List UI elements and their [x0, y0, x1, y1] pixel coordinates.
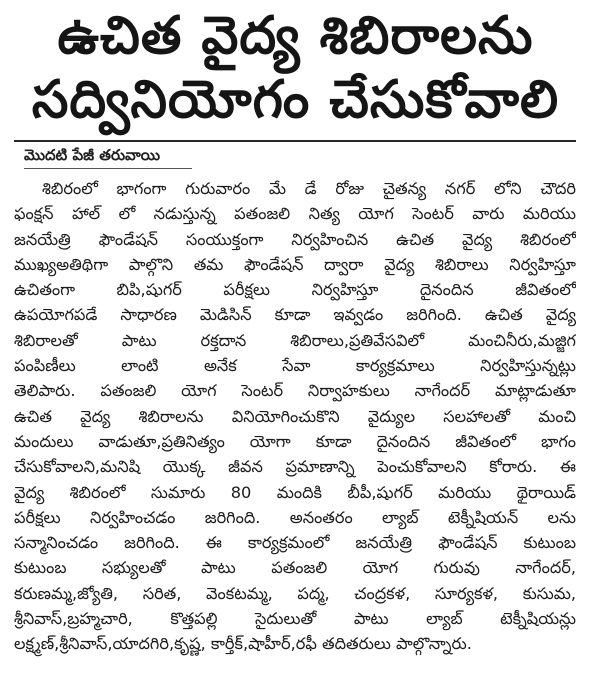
headline	[0, 4, 591, 132]
continuation-label: మొదటి పేజీ తరువాయి	[24, 146, 161, 164]
continuation-underline	[24, 168, 192, 169]
article-line: ముఖ్యఅతిథిగా పాల్గొని తమ ఫౌండేషన్ ద్వారా వైద్య శిబిరాలు నిర్వహిస్తూ	[14, 254, 576, 274]
article-line: జనయేత్రి ఫౌండేషన్ సంయుక్తంగా నిర్వహించిన ఉచిత వైద్య శిబిరంలో	[14, 229, 576, 249]
article-line: ఫంక్షన్ హాల్ లో నడుస్తున్న పతంజలి నిత్య యోగ సెంటర్ వారు మరియు	[14, 204, 576, 224]
article-line: చేసుకోవాలని,మనిషి యొక్క జీవన ప్రమాణాన్ని పెంచుకోవాలని కోరారు. ఈ	[14, 457, 576, 477]
article-line: శిబిరాలతో పాటు రక్తదాన శిబిరాలు,ప్రతివేసవిలో మంచినీరు,మజ్జిగ	[14, 330, 576, 350]
headline-line-2: సద్వినియోగం చేసుకోవాలి	[31, 70, 560, 130]
article-line: ఉచితంగా బిపి,షుగర్ పరీక్షలు నిర్వహిస్తూ దైనందిన జీవితంలో	[14, 280, 576, 300]
article-line: లక్ష్మణ్,శ్రీనివాస్,యాదగిరి,కృష్ణ, కార్తీక్,షాహీర్,రఫీ తదితరులు పాల్గొన్నారు.	[14, 634, 472, 654]
article-line: శిబిరంలో భాగంగా గురువారం మే డే రోజు చైతన్య నగర్ లోని చౌదరి	[42, 179, 576, 198]
article-line: పరీక్షలు నిర్వహించడం జరిగింది. అనంతరం ల్యాబ్ టెక్నీషియన్ లను	[14, 507, 576, 527]
article-line: తెలిపారు. పతంజలి యోగ సెంటర్ నిర్వాహకులు నాగేందర్ మాట్లాడుతూ	[14, 381, 576, 401]
article-line: సన్మానించడం జరిగింది. ఈ కార్యక్రమంలో జనయేత్రి ఫౌండేషన్ కుటుంబ	[14, 533, 576, 553]
headline-line-1: ఉచిత వైద్య శిబిరాలను	[57, 6, 534, 66]
article-line: కుటుంబ సభ్యులతో పాటు పతంజలి యోగ గురువు నాగేందర్,	[14, 558, 576, 578]
article-line: శ్రీనివాస్,బ్రహ్మచారి, కొత్తపల్లి సైదులుతో పాటు ల్యాబ్ టెక్నీషియన్లు	[14, 609, 576, 629]
article-line: కరుణమ్మ,జ్యోతి, సరిత, వెంకటమ్మ, పద్మ, చంద్రకళ, సూర్యకళ, కుసుమ,	[14, 583, 576, 603]
article-line: ఉపయోగపడే సాధారణ మెడిసిన్ కూడా ఇవ్వడం జరిగింది. ఉచిత వైద్య	[14, 305, 576, 325]
article-line: ఉచిత వైద్య శిబిరాలను వినియోగించుకొని వైద్యుల సలహాలతో మంచి	[14, 406, 576, 426]
article-line: వైద్య శిబిరంలో సుమారు 80 మందికి బీపీ,షుగర్ మరియు థైరాయిడ్	[14, 482, 576, 502]
headline-divider	[14, 140, 576, 142]
article-line: పంపిణీలు లాంటి అనేక సేవా కార్యక్రమాలు నిర్వహిస్తున్నట్లు	[14, 356, 576, 376]
article-line: మందులు వాడుతూ,ప్రతినిత్యం యోగా కూడా దైనందిన జీవితంలో భాగం	[14, 431, 576, 451]
article-body	[14, 176, 576, 657]
